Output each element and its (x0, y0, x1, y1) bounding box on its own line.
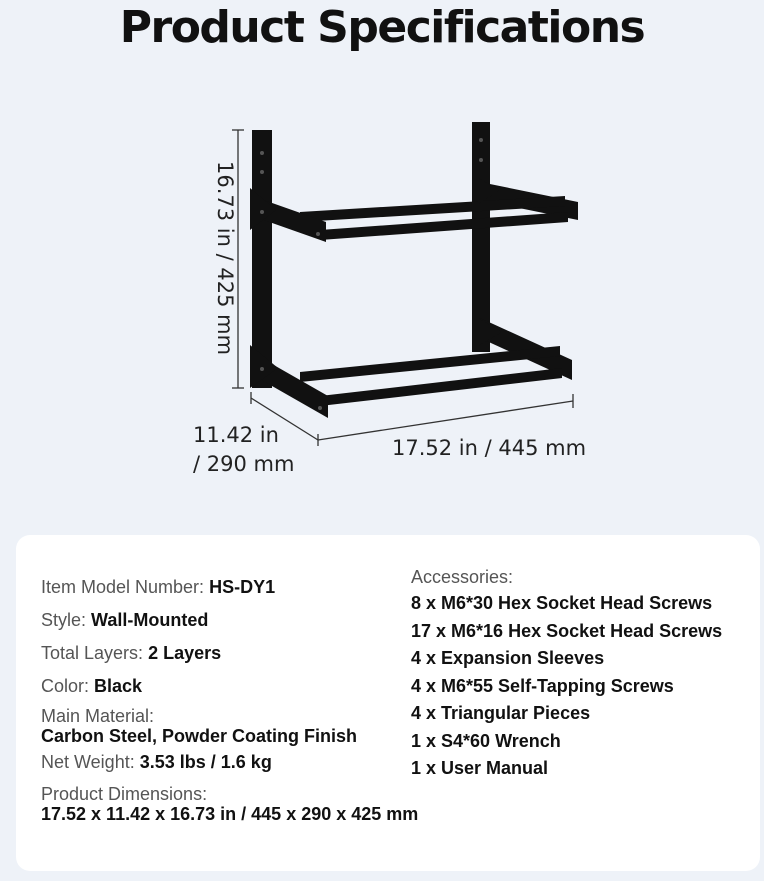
spec-layers-label: Total Layers: (41, 643, 144, 663)
spec-color-label: Color: (41, 676, 90, 696)
spec-dimensions-label: Product Dimensions: (41, 784, 208, 804)
accessory-item: 1 x S4*60 Wrench (411, 730, 561, 751)
spec-style-label: Style: (41, 610, 87, 630)
accessory-item: 8 x M6*30 Hex Socket Head Screws (411, 593, 713, 613)
spec-material-label: Main Material: (41, 706, 155, 726)
accessories-title: Accessories: (411, 567, 514, 587)
spec-dimensions (41, 784, 419, 825)
depth-dimension-label-1: 11.42 in (193, 423, 279, 447)
spec-model (41, 576, 401, 609)
accessory-item: 4 x Expansion Sleeves (411, 648, 605, 668)
spec-model-label: Item Model Number: (41, 577, 205, 597)
spec-material-value: Carbon Steel, Powder Coating Finish (41, 726, 358, 746)
accessory-item: 4 x M6*55 Self-Tapping Screws (411, 675, 674, 696)
spec-dimensions-value: 17.52 x 11.42 x 16.73 in / 445 x 290 x 425 mm (41, 804, 419, 824)
spec-weight (41, 751, 401, 784)
spec-style-value: Wall-Mounted (91, 610, 209, 630)
wall-rack (250, 122, 578, 418)
spec-weight-label: Net Weight: (41, 752, 135, 772)
spec-material (41, 706, 401, 751)
spec-layers-value: 2 Layers (148, 643, 222, 663)
width-dimension-label: 17.52 in / 445 mm (392, 436, 587, 460)
spec-layers (41, 642, 401, 675)
spec-color (41, 675, 401, 706)
height-dimension-label: 16.73 in / 425 mm (213, 160, 237, 356)
spec-style (41, 609, 401, 642)
accessory-item: 17 x M6*16 Hex Socket Head Screws (411, 620, 723, 641)
spec-list (41, 576, 419, 825)
accessories-list (411, 566, 751, 783)
page-title: Product Specifications (119, 2, 645, 53)
accessory-item: 1 x User Manual (411, 758, 549, 778)
spec-weight-value: 3.53 lbs / 1.6 kg (139, 752, 272, 772)
depth-dimension-label-2: / 290 mm (193, 452, 295, 476)
spec-model-value: HS-DY1 (209, 577, 276, 597)
spec-color-value: Black (94, 676, 143, 696)
accessory-item: 4 x Triangular Pieces (411, 703, 591, 723)
